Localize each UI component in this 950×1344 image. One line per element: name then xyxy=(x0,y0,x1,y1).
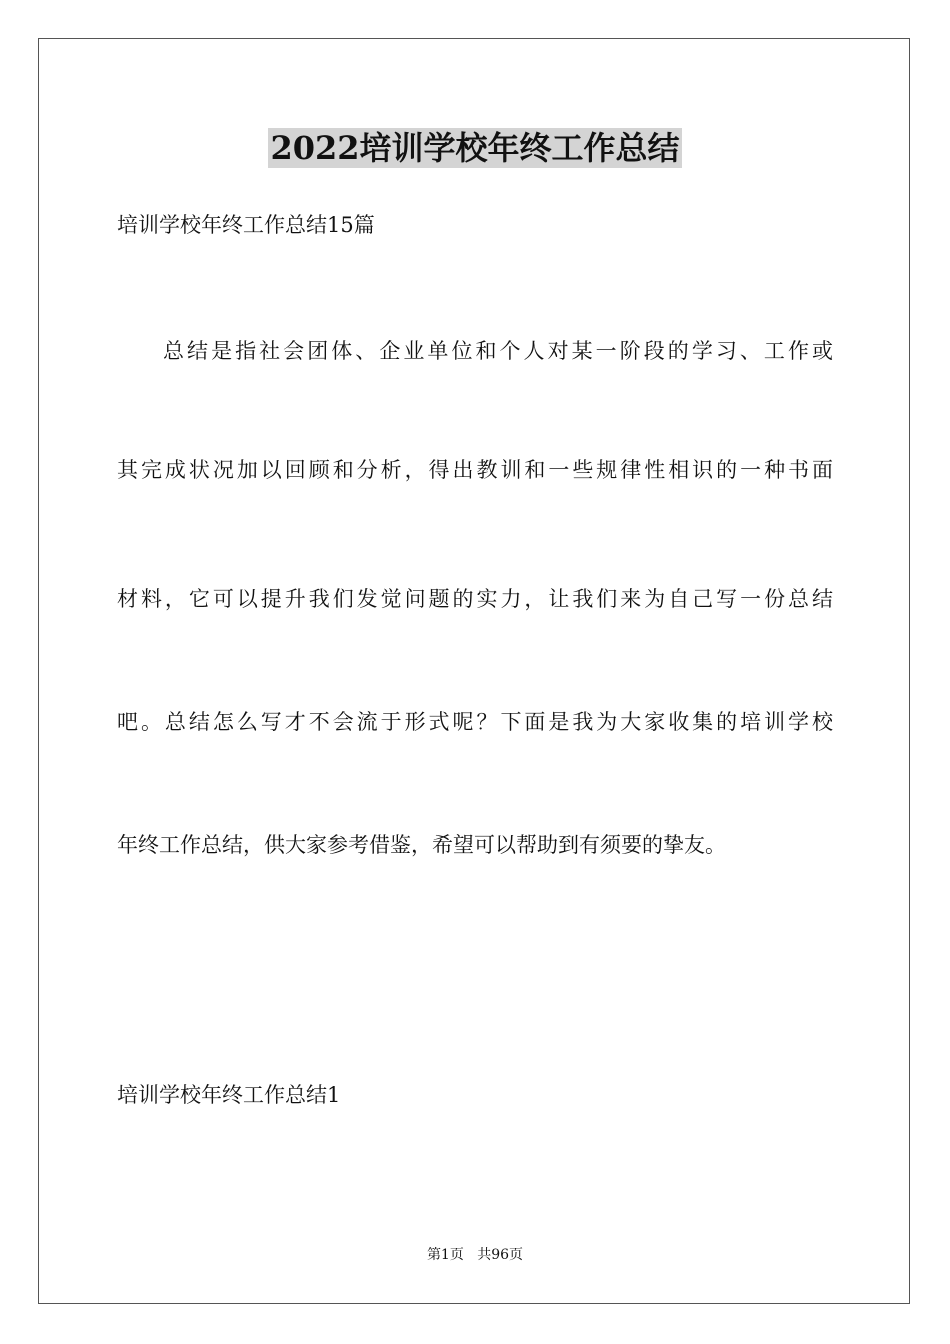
intro-line-4: 吧。总结怎么写才不会流于形式呢？下面是我为大家收集的培训学校 xyxy=(117,710,833,734)
title-container xyxy=(0,128,950,168)
page-footer xyxy=(0,1245,950,1265)
intro-line-3: 材料，它可以提升我们发觉问题的实力，让我们来为自己写一份总结 xyxy=(117,587,833,611)
page-number: 第1页 xyxy=(426,1247,464,1263)
section-heading: 培训学校年终工作总结1 xyxy=(117,1083,341,1107)
document-subtitle: 培训学校年终工作总结15篇 xyxy=(117,213,375,237)
intro-line-1: 总结是指社会团体、企业单位和个人对某一阶段的学习、工作或 xyxy=(163,339,833,363)
intro-line-2: 其完成状况加以回顾和分析，得出教训和一些规律性相识的一种书面 xyxy=(117,458,833,482)
total-pages: 共96页 xyxy=(477,1247,524,1263)
intro-line-5: 年终工作总结，供大家参考借鉴，希望可以帮助到有须要的挚友。 xyxy=(117,833,726,857)
document-title: 2022培训学校年终工作总结 xyxy=(270,129,680,167)
